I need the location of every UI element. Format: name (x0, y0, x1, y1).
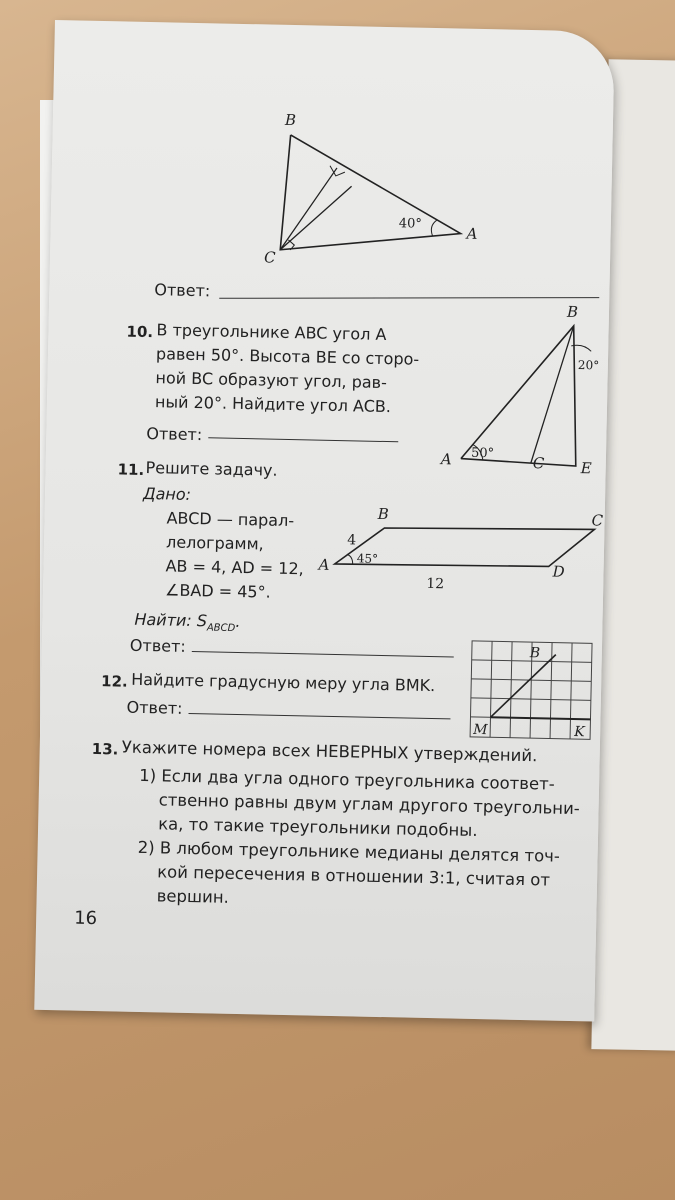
grid-label-m: M (473, 721, 488, 739)
grid-label-k: K (574, 724, 585, 741)
find-subscript: ABCD (206, 622, 236, 635)
label-c-10: C (532, 454, 545, 473)
given-line-3: AB = 4, AD = 12, (165, 556, 304, 579)
answer-label-11: Ответ: (129, 635, 187, 656)
label-c-11: C (591, 511, 604, 530)
workbook-page (34, 20, 615, 1022)
statement-1-line-3: ка, то такие треугольники подобны. (157, 814, 478, 841)
given-line-2: лелограмм, (165, 532, 264, 554)
given-line-4: ∠BAD = 45°. (164, 580, 271, 602)
find-end: . (235, 611, 241, 632)
label-a: A (466, 224, 478, 243)
angle-45-label: 45° (356, 551, 379, 566)
problem-11-number: 11. (117, 460, 145, 479)
segment-bc (531, 325, 574, 464)
triangle-outline (280, 135, 462, 254)
ray-mk (490, 717, 590, 719)
label-b: B (284, 110, 297, 130)
label-a-10: A (440, 450, 452, 469)
problem-10-number: 10. (126, 322, 154, 342)
problem-10-line-2: равен 50°. Высота BE со сторо- (155, 344, 420, 369)
side-ad-label: 12 (426, 575, 445, 593)
label-e-10: E (580, 459, 592, 478)
figure-right-triangle (250, 104, 484, 289)
statement-2-line-1: 2) В любом треугольнике медианы делятся точ- (137, 837, 561, 866)
figure-parallelogram (308, 503, 610, 599)
altitude-line (280, 167, 337, 251)
answer-label-9: Ответ: (154, 280, 211, 301)
statement-2-line-2: кой пересечения в отношении 3:1, считая от (156, 862, 551, 890)
answer-line-10[interactable] (208, 437, 398, 442)
given-label: Дано: (142, 483, 192, 504)
angle-arc (431, 220, 437, 236)
angle-b-label: 20° (577, 358, 600, 373)
find-label (134, 610, 241, 639)
grid-figure (468, 639, 595, 747)
angle-a-label: 50° (470, 445, 495, 462)
given-line-1: ABCD — парал- (166, 508, 295, 531)
label-a-11: A (318, 555, 330, 574)
bisector-line (280, 185, 351, 251)
problem-11-title: Решите задачу. (145, 457, 278, 480)
label-b-11: B (377, 504, 389, 524)
figure-triangle-abe (430, 298, 609, 492)
ray-mb (490, 653, 555, 718)
problem-10-line-1: В треугольнике ABC угол A (156, 320, 387, 345)
answer-label-12: Ответ: (126, 697, 183, 718)
angle-label: 40° (398, 216, 423, 232)
problem-12-text: Найдите градусную меру угла BMK. (131, 669, 436, 696)
answer-line-9[interactable] (219, 297, 599, 299)
statement-1-line-2: ственно равны двум углам другого треугольни- (158, 790, 580, 819)
problem-10-line-4: ный 20°. Найдите угол ACB. (154, 392, 392, 417)
answer-line-12[interactable] (188, 713, 450, 719)
problem-13-number: 13. (91, 739, 119, 759)
find-label-text: Найти: S (134, 609, 208, 631)
label-d-11: D (552, 562, 565, 581)
statement-1-line-1: 1) Если два угла одного треугольника соответ- (138, 765, 555, 794)
triangle-outline-10 (461, 324, 579, 466)
problem-12-number: 12. (100, 672, 128, 691)
label-b-10: B (566, 302, 579, 322)
problem-13-title: Укажите номера всех НЕВЕРНЫХ утверждений. (121, 737, 538, 766)
angle-arc-45 (347, 554, 353, 564)
answer-label-10: Ответ: (146, 424, 203, 445)
problem-10-line-3: ной BC образуют угол, рав- (155, 368, 388, 393)
label-c: C (263, 248, 276, 267)
page-number: 16 (73, 907, 98, 930)
answer-line-11[interactable] (192, 651, 454, 657)
statement-2-line-3: вершин. (156, 886, 230, 907)
side-ab-label: 4 (347, 532, 357, 549)
grid-label-b: B (529, 645, 541, 662)
